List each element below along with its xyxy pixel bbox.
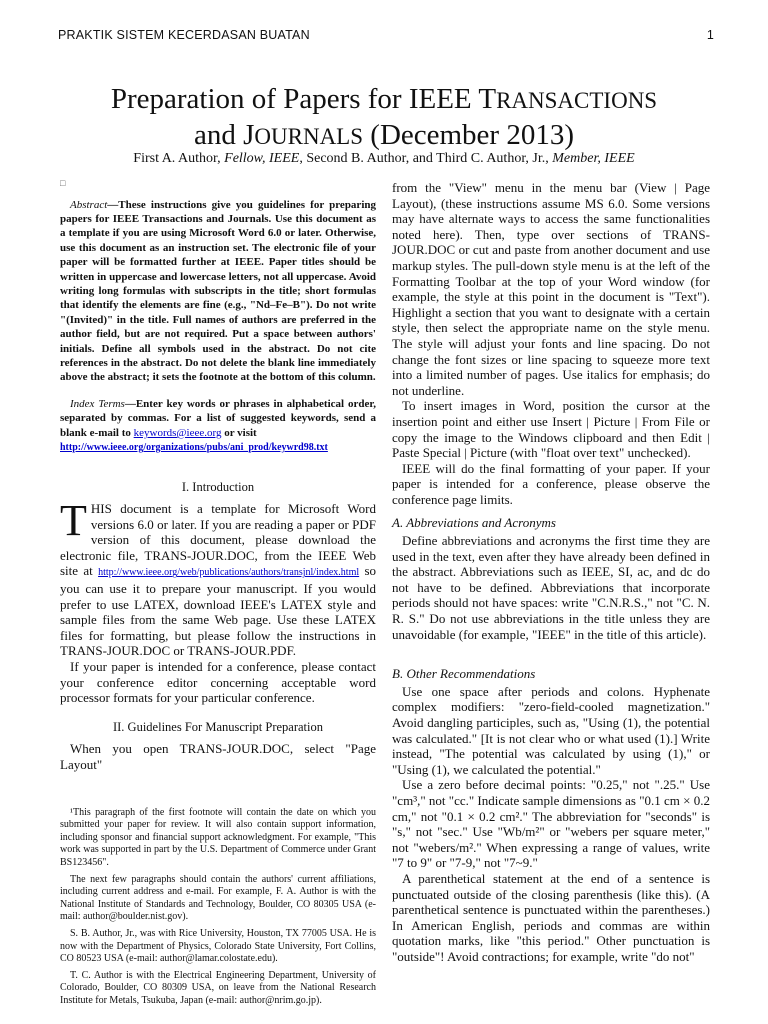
abstract-label: Abstract — [70, 198, 108, 211]
title-part: and J — [193, 119, 255, 151]
author-affiliation: Fellow, IEEE — [224, 151, 300, 166]
author-affiliation: Member, IEEE — [552, 151, 635, 166]
keywords-email-link[interactable]: keywords@ieee.org — [133, 426, 222, 439]
subsection-heading-abbreviations: A. Abbreviations and Acronyms — [392, 515, 556, 531]
body-paragraph: A parenthetical statement at the end of a sentence is punctuated outside of the closing parenthesis (like this). (A parenthetical sentence is punctuated within the parentheses.) In American English, periods and commas are within quotation marks, like "this period." Other punctuation is "outside"! Avoid contractions; for example, write "do not" — [392, 870, 710, 964]
author-line — [40, 151, 728, 167]
body-paragraph: To insert images in Word, position the cursor at the insertion point and either use Insert | Picture | From File or copy the image to the Windows clipboard and then Edit | Paste Special | Picture (with "float over text" unchecked). — [392, 398, 710, 461]
page-number: 1 — [706, 28, 714, 42]
abstract — [60, 198, 376, 385]
right-column — [392, 180, 710, 965]
paper-title — [40, 82, 728, 154]
section-heading-guidelines: II. Guidelines For Manuscript Preparation — [112, 719, 324, 734]
left-column — [60, 176, 376, 1012]
index-terms-label: Index Terms — [70, 397, 125, 410]
intro-text: so you can use it to prepare your manuscript. If you would prefer to use LATEX, download IEEE's LATEX style and sample files from the same Web page. Use these LATEX files for formatting, but please follow the instructions in TRANS-JOUR.DOC or TRANS-JOUR.PDF. — [60, 563, 377, 659]
keywords-url-link[interactable]: http://www.ieee.org/organizations/pubs/ani_prod/keywrd98.txt — [60, 442, 328, 454]
journal-name: PRAKTIK SISTEM KECERDASAN BUATAN — [58, 28, 310, 42]
body-paragraph: Define abbreviations and acronyms the first time they are used in the text, even after they have already been defined in the abstract. Abbreviations such as IEEE, SI, ac, and dc do not have to be defined. Abbreviations that incorporate periods should not have spaces: write "C.N.R.S.," not "C. N. R. S." Do not use abbreviations in the title unless they are unavoidable (for example, "IEEE" in the title of this article). — [392, 533, 710, 642]
footnote: S. B. Author, Jr., was with Rice University, Houston, TX 77005 USA. He is now with the Department of Physics, Colorado State University, Fort Collins, CO 80523 USA (e-mail: author@lamar.colostate.edu). — [60, 927, 376, 965]
subsection-heading-recommendations: B. Other Recommendations — [392, 666, 536, 682]
running-header — [58, 28, 714, 42]
body-paragraph: Use one space after periods and colons. Hyphenate complex modifiers: "zero-field-cooled magnetization." Avoid dangling participles, such as, "Using (1), the potential was calculated." [It is not clear who or what used (1).] Write instead, "The potential was calculated by using (1)," or "Using (1), we calculated the potential." — [392, 683, 710, 777]
section-heading-introduction: I. Introduction — [181, 479, 255, 494]
guidelines-paragraph: When you open TRANS-JOUR.DOC, select "Page Layout" — [60, 741, 376, 772]
title-part: Preparation of Papers for IEEE T — [110, 83, 497, 115]
title-part: (December 2013) — [363, 119, 574, 151]
author-others: , Second B. Author, and Third C. Author, Jr., — [299, 151, 553, 166]
intro-paragraph-2: If your paper is intended for a conference, please contact your conference editor concerning acceptable word processor formats for your particular conference. — [60, 659, 376, 706]
title-smallcaps: RANSACTIONS — [496, 88, 658, 113]
body-paragraph: IEEE will do the final formatting of your paper. If your paper is intended for a conference, please observe the conference page limits. — [392, 460, 710, 507]
template-url-link[interactable]: http://www.ieee.org/web/publications/authors/transjnl/index.html — [98, 567, 360, 579]
footnotes — [60, 807, 376, 1008]
index-terms-text: —Enter key words or phrases in alphabetical order, separated by commas. For a list of suggested keywords, send a blank e-mail to — [60, 397, 376, 439]
footnote: T. C. Author is with the Electrical Engineering Department, University of Colorado, Boulder, CO 80309 USA, on leave from the National Research Institute for Metals, Tsukuba, Japan (e-mail: author@nrim.go.jp). — [60, 969, 376, 1006]
footnote: ¹This paragraph of the first footnote will contain the date on which you submitted your paper for review. It will also contain support information, including sponsor and financial support acknowledgment. For example, "This work was supported in part by the U.S. Department of Commerce under Grant BS123456". — [60, 806, 376, 868]
title-smallcaps: OURNALS — [254, 124, 364, 149]
body-paragraph: Use a zero before decimal points: "0.25," not ".25." Use "cm³," not "cc." Indicate sample dimensions as "0.1 cm × 0.2 cm," not "0.1 × 0.2 cm²." The abbreviation for "seconds" is "s," not "sec." Use "Wb/m²" or "webers per square meter," not "webers/m²." When expressing a range of values, write "7 to 9" or "7-9," not "7~9." — [392, 777, 710, 871]
body-paragraph: from the "View" menu in the menu bar (View | Page Layout), (these instructions assume MS 6.0. Some versions may have alternate ways to access the same functionalities noted here). Then, type over sections of TRANS-JOUR.DOC or cut and paste from another document and use markup styles. The pull-down style menu is at the left of the Formatting Toolbar at the top of your Word window (for example, the style at this point in the document is "Text"). Highlight a section that you want to designate with a certain style, then select the appropriate name on the style menu. The style will adjust your fonts and line spacing. Do not change the font sizes or line spacing to squeeze more text into a limited number of pages. Use italics for emphasis; do not underline. — [392, 180, 710, 398]
intro-paragraph — [60, 496, 377, 659]
index-terms-or: or visit — [221, 426, 257, 439]
abstract-text: —These instructions give you guidelines for preparing papers for IEEE Transactions and Journals. Use this document as a template if you are using Microsoft Word 6.0 or later. Otherwise, use this document as an instruction set. The electronic file of your paper will be formatted further at IEEE. Paper titles should be written in uppercase and lowercase letters, not all uppercase. Avoid writing long formulas with subscripts in the title; short formulas that identify the elements are fine (e.g., "Nd–Fe–B"). Do not write "(Invited)" in the title. Full names of authors are preferred in the author field, but are not required. Put a space between authors' initials. Define all symbols used in the abstract. Do not cite references in the abstract. Do not delete the blank line immediately above the abstract; it sets the footnote at the bottom of this column. — [60, 198, 376, 384]
drop-cap: T — [60, 496, 87, 546]
footnote: The next few paragraphs should contain the authors' current affiliations, including current address and e-mail. For example, F. A. Author is with the National Institute of Standards and Technology, Boulder, CO 80305 USA (e-mail: author@boulder.nist.gov). — [60, 873, 376, 923]
author-first: First A. Author, — [133, 151, 225, 166]
footnote-marker: □ — [60, 178, 66, 188]
index-terms — [60, 397, 376, 456]
intro-text: HIS document is a template for Microsoft Word versions 6.0 or later. If you are reading a paper or PDF version of this document, please download the electronic file, TRANS-JOUR.DOC, from the IEEE Web site at — [60, 501, 376, 579]
